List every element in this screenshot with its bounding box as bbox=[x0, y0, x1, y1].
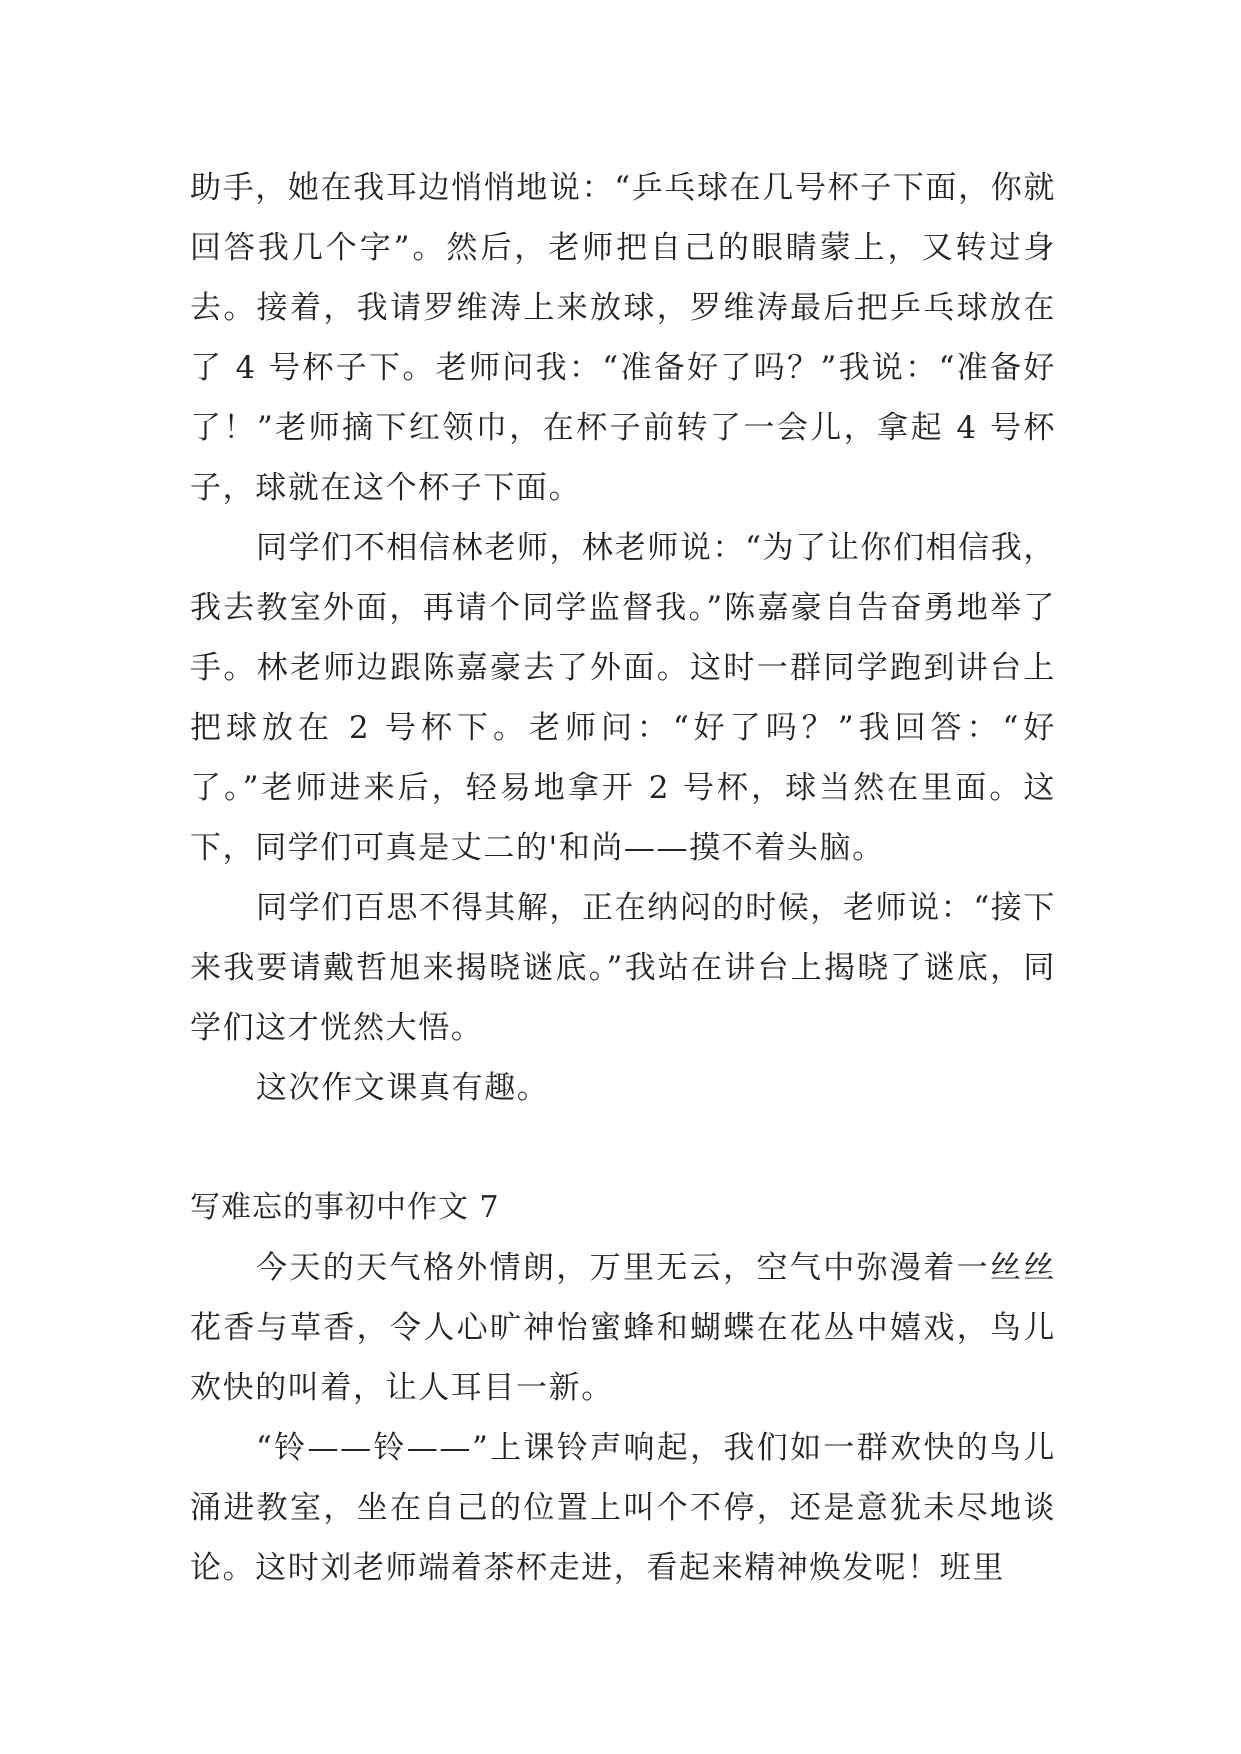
paragraph-reveal: 同学们百思不得其解，正在纳闷的时候，老师说：“接下来我要请戴哲旭来揭晓谜底。”我站在讲台上揭晓了谜底，同学们这才恍然大悟。 bbox=[190, 890, 1056, 1046]
paragraph-class-bell: “铃——铃——”上课铃声响起，我们如一群欢快的鸟儿涌进教室，坐在自己的位置上叫个不停，还是意犹未尽地谈论。这时刘老师端着茶杯走进，看起来精神焕发呢！班里 bbox=[190, 1430, 1056, 1586]
document-body bbox=[190, 158, 1056, 1598]
paragraph-teacher-outside: 同学们不相信林老师，林老师说：“为了让你们相信我，我去教室外面，再请个同学监督我。”陈嘉豪自告奋勇地举了手。林老师边跟陈嘉豪去了外面。这时一群同学跑到讲台上把球放在 2 号杯下。老师问：“好了吗？”我回答：“好了。”老师进来后，轻易地拿开 2 号杯，球当然在里面。这下，同学们可真是丈二的'和尚——摸不着头脑。 bbox=[190, 530, 1056, 866]
paragraph-conclusion: 这次作文课真有趣。 bbox=[256, 1070, 550, 1106]
paragraph-weather: 今天的天气格外情朗，万里无云，空气中弥漫着一丝丝花香与草香，令人心旷神怡蜜蜂和蝴蝶在花丛中嬉戏，鸟儿欢快的叫着，让人耳目一新。 bbox=[190, 1250, 1056, 1406]
essay-title: 写难忘的事初中作文 7 bbox=[190, 1190, 500, 1225]
paragraph-continuation: 助手，她在我耳边悄悄地说：“乒乓球在几号杯子下面，你就回答我几个字”。然后，老师把自己的眼睛蒙上，又转过身去。接着，我请罗维涛上来放球，罗维涛最后把乒乓球放在了 4 号杯子下。老师问我：“准备好了吗？”我说：“准备好了！”老师摘下红领巾，在杯子前转了一会儿，拿起 4 号杯子，球就在这个杯子下面。 bbox=[190, 170, 1056, 506]
